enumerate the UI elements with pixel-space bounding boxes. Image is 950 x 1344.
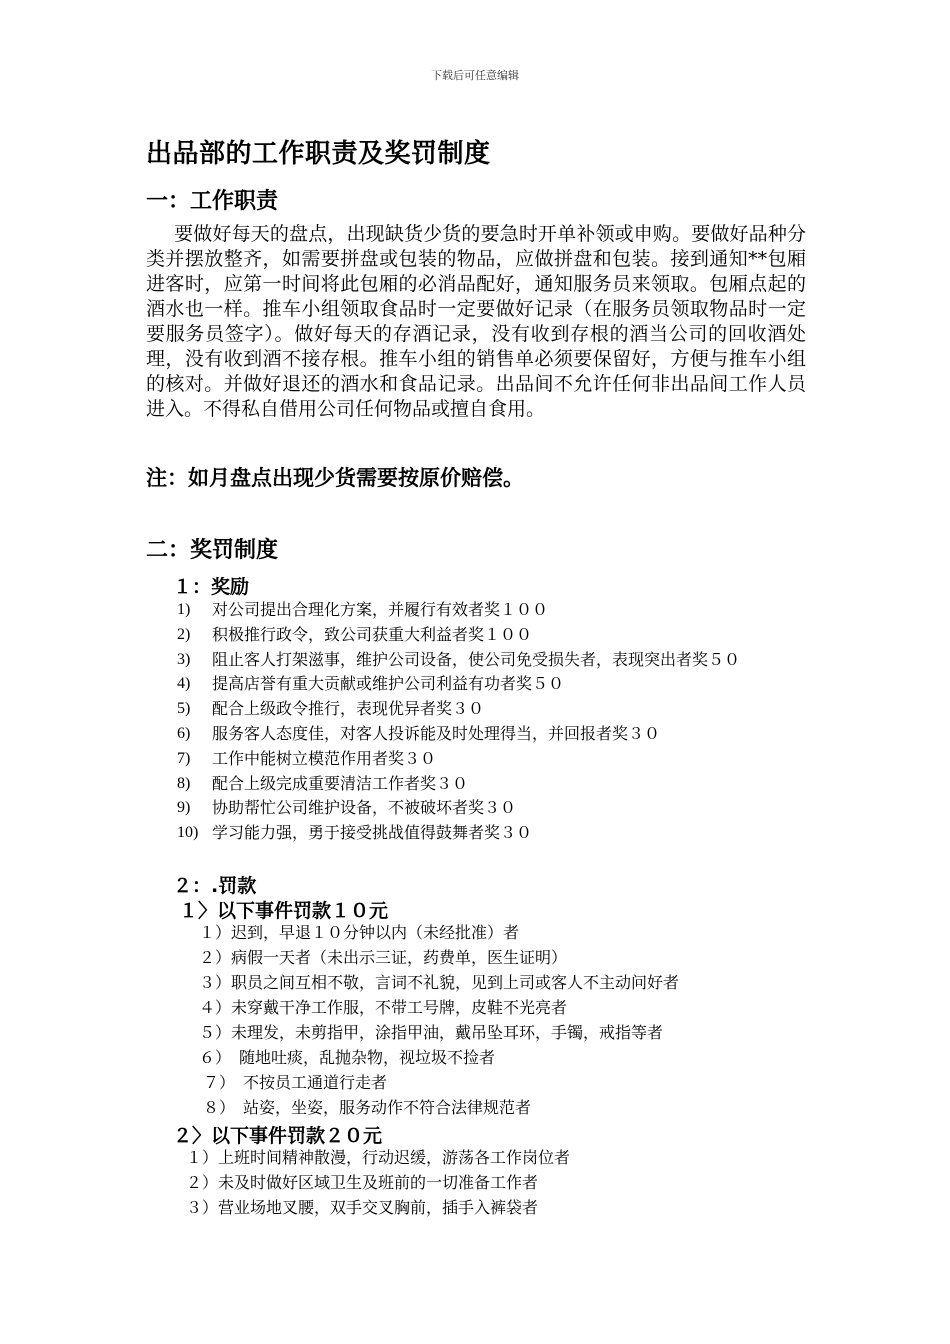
list-item [0, 722, 812, 747]
list-item-number: 5) [177, 700, 191, 718]
list-item: ４）未穿戴干净工作服，不带工号牌，皮鞋不光亮者 [199, 998, 568, 1017]
list-item-number: 9) [177, 799, 191, 817]
list-item-number: 10) [177, 824, 199, 842]
document-title: 出品部的工作职责及奖罚制度 [146, 139, 491, 169]
list-item [0, 623, 812, 648]
penalty-group-1-heading: １〉以下事件罚款１０元 [179, 900, 389, 922]
list-item-text: 服务客人态度佳，对客人投诉能及时处理得当，并回报者奖３０ [212, 723, 661, 743]
list-item [0, 598, 812, 623]
list-item: ８） 站姿，坐姿，服务动作不符合法律规范者 [203, 1098, 532, 1117]
list-item [0, 672, 812, 697]
list-item-number: 6) [177, 724, 191, 742]
list-item-number: 1) [177, 601, 191, 618]
list-item: ６） 随地吐痰，乱抛杂物，视垃圾不捡者 [199, 1048, 496, 1067]
duties-paragraph-text: 要做好每天的盘点，出现缺货少货的要急时开单补领或申购。要做好品种分类并摆放整齐，如需要拼盘或包装的物品，应做拼盘和包装。接到通知**包厢进客时，应第一时间将此包厢的必消品配好，通知服务员来领取。包厢点起的酒水也一样。推车小组领取食品时一定要做好记录（在服务员领取物品时一定要服务员签字）。做好每天的存酒记录，没有收到存根的酒当公司的回收酒处理，没有收到酒不接存根。推车小组的销售单必须要保留好，方便与推车小组的核对。并做好退还的酒水和食品记录。出品间不允许任何非出品间工作人员进入。不得私自借用公司任何物品或擅自食用。 [146, 223, 806, 420]
penalties-heading: ２：.罚款 [173, 875, 257, 897]
section-heading-rewards-penalties: 二：奖罚制度 [146, 538, 279, 563]
list-item-text: 配合上级完成重要清洁工作者奖３０ [212, 773, 469, 793]
section-heading-duties: 一：工作职责 [146, 189, 279, 214]
list-item [0, 796, 812, 821]
list-item: ３）营业场地叉腰，双手交叉胸前，插手入裤袋者 [186, 1198, 539, 1217]
rewards-heading: １：奖励 [173, 576, 250, 598]
list-item [0, 697, 812, 722]
list-item-text: 对公司提出合理化方案，并履行有效者奖１００ [212, 600, 549, 619]
list-item-text: 配合上级政令推行，表现优异者奖３０ [212, 699, 485, 719]
page-header-note: 下载后可任意编辑 [431, 69, 519, 82]
list-item: ５）未理发，未剪指甲，涂指甲油，戴吊坠耳环，手镯，戒指等者 [199, 1023, 664, 1042]
list-item: ２）未及时做好区域卫生及班前的一切准备工作者 [186, 1173, 539, 1192]
list-item: ３）职员之间互相不敬，言词不礼貌，见到上司或客人不主动问好者 [199, 973, 680, 992]
list-item: ２）病假一天者（未出示三证，药费单，医生证明） [199, 948, 568, 967]
list-item-text: 积极推行政令，致公司获重大利益者奖１００ [212, 624, 533, 644]
penalty-group-2-heading: ２〉以下事件罚款２０元 [173, 1125, 383, 1147]
list-item-text: 阻止客人打架滋事，维护公司设备，使公司免受损失者，表现突出者奖５０ [212, 649, 741, 669]
list-item-number: 2) [177, 625, 191, 643]
duties-paragraph [146, 222, 806, 422]
list-item [0, 747, 812, 772]
list-item: ７） 不按员工通道行走者 [203, 1073, 388, 1092]
list-item-text: 学习能力强，勇于接受挑战值得鼓舞者奖３０ [212, 823, 533, 843]
list-item-text: 协助帮忙公司维护设备，不被破坏者奖３０ [212, 798, 517, 818]
rewards-list [0, 598, 950, 846]
list-item: １）上班时间精神散漫，行动迟缓，游荡各工作岗位者 [186, 1148, 571, 1167]
list-item-number: 7) [177, 749, 191, 767]
list-item [0, 648, 812, 673]
list-item-text: 工作中能树立模范作用者奖３０ [212, 748, 437, 768]
list-item-number: 4) [177, 675, 191, 693]
list-item-number: 8) [177, 774, 191, 792]
compensation-note: 注：如月盘点出现少货需要按原价赔偿。 [146, 466, 524, 490]
list-item [0, 821, 812, 846]
list-item [0, 772, 812, 797]
list-item-number: 3) [177, 650, 191, 668]
list-item-text: 提高店誉有重大贡献或维护公司利益有功者奖５０ [212, 674, 565, 694]
list-item: １）迟到，早退１０分钟以内（未经批准）者 [199, 923, 520, 942]
